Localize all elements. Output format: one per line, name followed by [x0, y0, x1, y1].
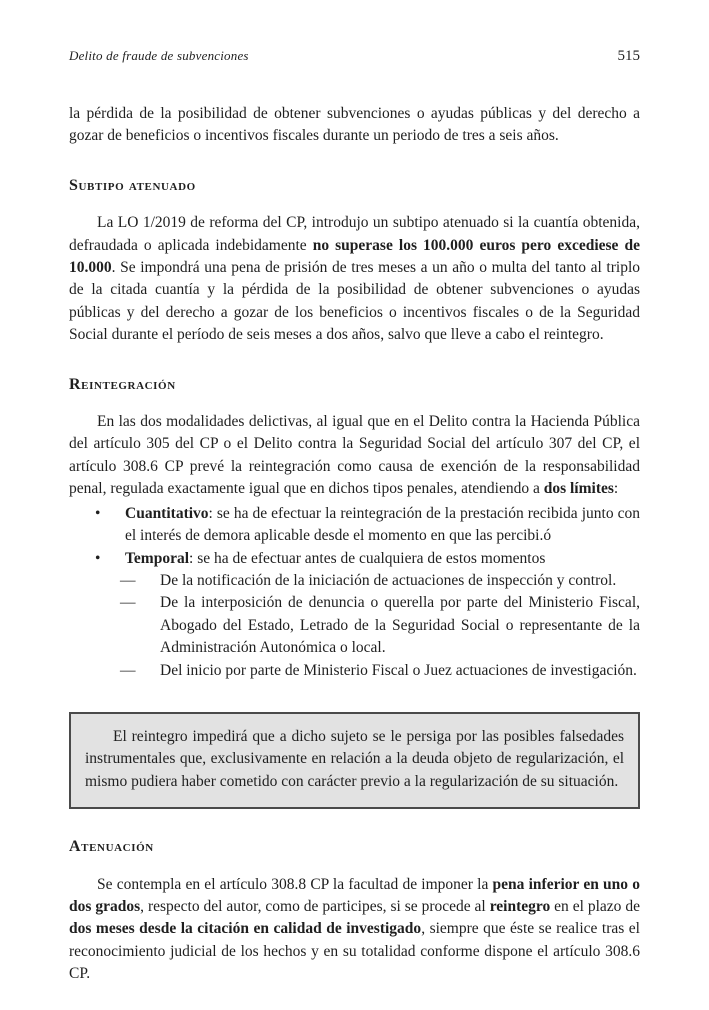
highlight-box — [69, 712, 640, 809]
limits-list — [69, 503, 640, 682]
sub-list-item-notificacion — [69, 570, 640, 592]
list-item-text: De la interposición de denuncia o querella por parte del Ministerio Fiscal, Abogado del Estado, Letrado de la Seguridad Social o representante de la Administración Autonómica o local. — [160, 594, 640, 657]
running-header — [69, 48, 640, 65]
paragraph-atenuacion: Se contempla en el artículo 308.8 CP la facultad de imponer la pena inferior en uno o dos grados, respecto del autor, como de participes, si se procede al reintegro en el plazo de dos meses desde la citación en calidad de investigado, siempre que éste se realice tras el reconocimiento judicial de los hechos y en su totalidad conforme dispone el artículo 308.6 CP. — [69, 875, 640, 983]
running-title: Delito de fraude de subvenciones — [69, 48, 249, 63]
dash-icon: — — [120, 571, 136, 589]
list-item-text: Del inicio por parte de Ministerio Fiscal o Juez actuaciones de investigación. — [160, 661, 637, 679]
paragraph-intro: la pérdida de la posibilidad de obtener subvenciones o ayudas públicas y del derecho a gozar de beneficios o incentivos fiscales durante un periodo de tres a seis años. — [69, 105, 640, 145]
bullet-icon: • — [95, 504, 101, 522]
page-body — [69, 103, 640, 986]
section-heading-subtipo-atenuado: Subtipo atenuado — [69, 176, 196, 194]
list-item-text: De la notificación de la iniciación de actuaciones de inspección y control. — [160, 571, 617, 589]
paragraph-subtipo-atenuado: La LO 1/2019 de reforma del CP, introdujo un subtipo atenuado si la cuantía obtenida, defraudada o aplicada indebidamente no superase los 100.000 euros pero excediese de 10.000. Se impondrá una pena de prisión de tres meses a un año o multa del tanto al triplo de la citada cuantía y la pérdida de la posibilidad de obtener subvenciones o ayudas públicas y del derecho a gozar de los beneficios o incentivos fiscales o de la Seguridad Social durante el período de seis meses a dos años, salvo que lleve a cabo el reintegro. — [69, 214, 641, 344]
list-item-text: Temporal: se ha de efectuar antes de cualquiera de estos momentos — [125, 549, 546, 567]
list-item-cuantitativo — [69, 503, 640, 548]
sub-list-item-inicio — [69, 660, 640, 682]
sub-list-item-interposicion — [69, 592, 640, 659]
dash-icon: — — [120, 594, 136, 612]
page-number: 515 — [617, 48, 640, 64]
bullet-icon: • — [95, 549, 101, 567]
list-item-text: Cuantitativo: se ha de efectuar la reintegración de la prestación recibida junto con el interés de demora aplicable desde el momento en que las percibi.ó — [125, 504, 640, 545]
list-item-temporal — [69, 548, 640, 570]
dash-icon: — — [120, 661, 136, 679]
section-heading-reintegracion: Reintegración — [69, 375, 176, 393]
highlight-box-text: El reintegro impedirá que a dicho sujeto se le persiga por las posibles falsedades instrumentales que, exclusivamente en relación a la deuda objeto de regularización, el mismo pudiera haber cometido con carácter previo a la regularización de su situación. — [85, 727, 624, 790]
section-heading-atenuacion: Atenuación — [69, 838, 154, 856]
paragraph-reintegracion: En las dos modalidades delictivas, al igual que en el Delito contra la Hacienda Pública del artículo 305 del CP o el Delito contra la Seguridad Social del artículo 307 del CP, el artículo 308.6 CP prevé la reintegración como causa de exención de la responsabilidad penal, regulada exactamente igual que en dichos tipos penales, atendiendo a dos límites: — [69, 413, 640, 498]
